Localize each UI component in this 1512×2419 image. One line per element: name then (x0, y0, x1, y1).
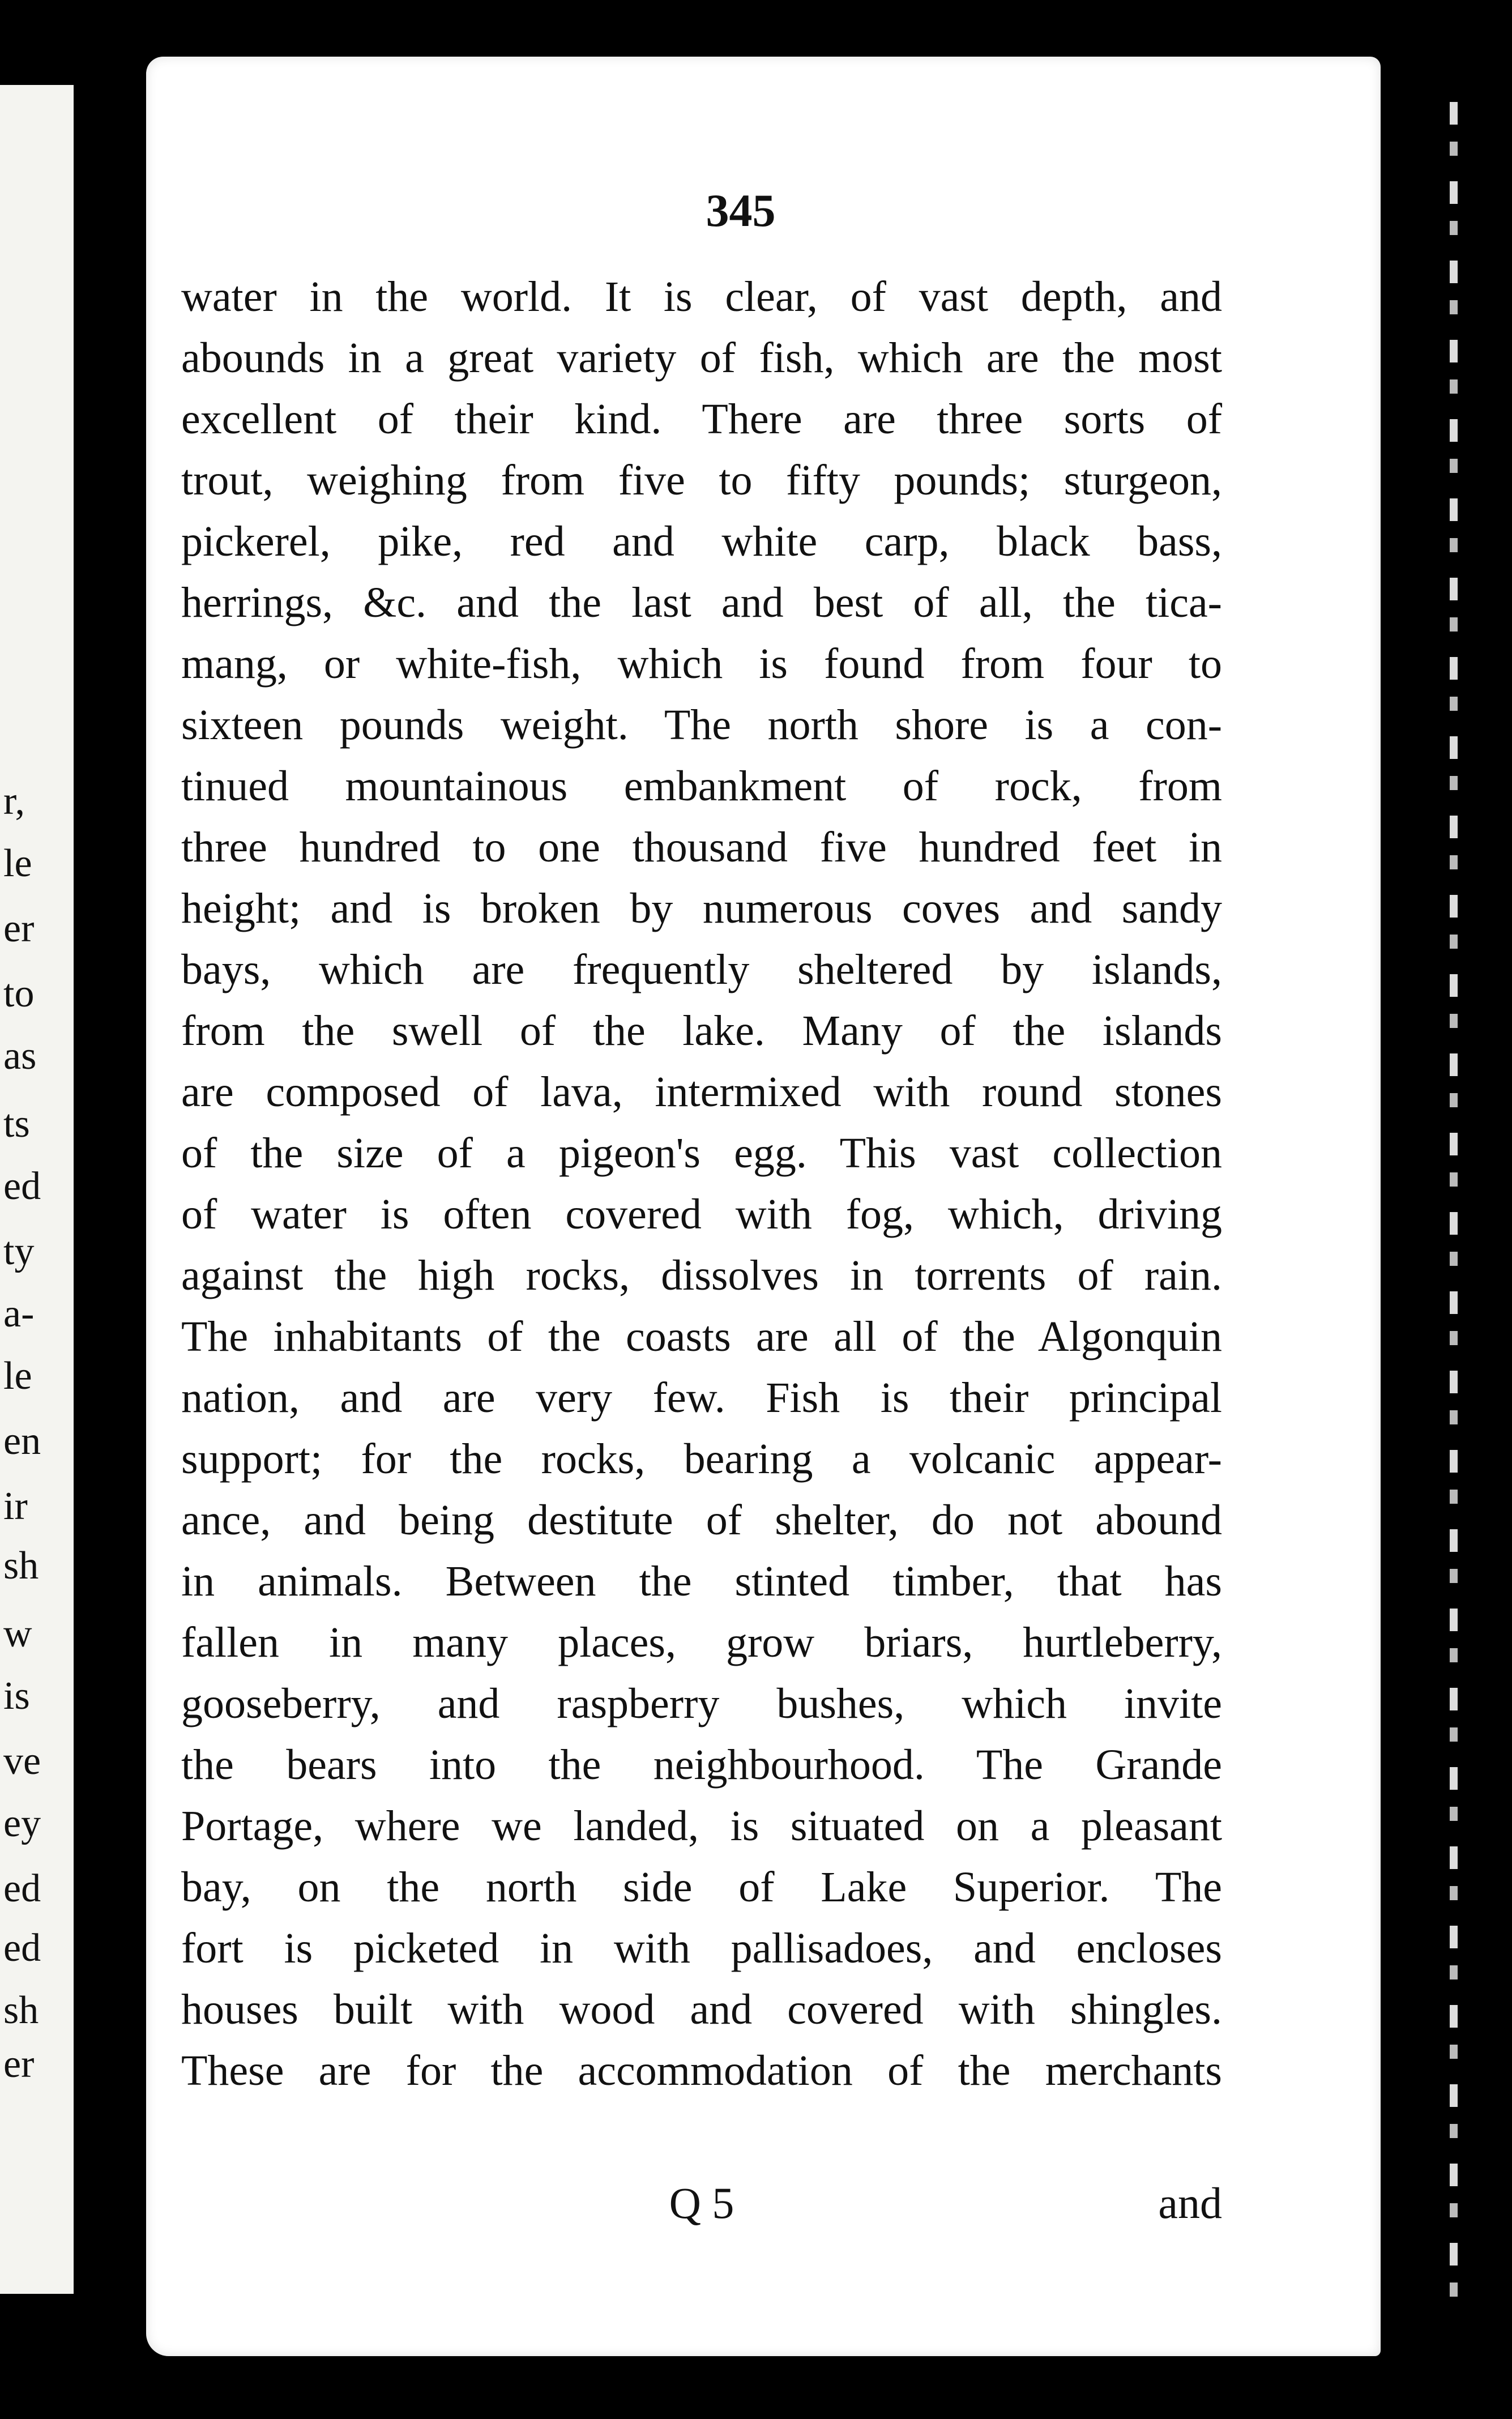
text-line: mang, or white-fish, which is found from four to (181, 640, 1222, 688)
text-line: fort is picketed in with pallisadoes, and encloses (181, 1925, 1222, 1972)
text-line: in animals. Between the stinted timber, that has (181, 1558, 1222, 1605)
facing-page-fragment: ts (3, 1102, 30, 1146)
facing-page-fragment: ey (3, 1802, 41, 1845)
text-line: nation, and are very few. Fish is their principal (181, 1374, 1222, 1422)
facing-page-fragment: ed (3, 1164, 41, 1208)
text-line: fallen in many places, grow briars, hurtleberry, (181, 1619, 1222, 1666)
text-line: These are for the accommodation of the merchants (181, 2047, 1222, 2094)
text-line: three hundred to one thousand five hundred feet in (181, 824, 1222, 871)
catchword: and (1158, 2178, 1222, 2228)
text-line: height; and is broken by numerous coves and sandy (181, 885, 1222, 932)
facing-page-fragment: en (3, 1419, 41, 1463)
text-line: trout, weighing from five to fifty pounds; sturgeon, (181, 457, 1222, 504)
text-line: from the swell of the lake. Many of the islands (181, 1007, 1222, 1055)
page-stack-edge (1450, 102, 1458, 2311)
text-line: houses built with wood and covered with shingles. (181, 1986, 1222, 2033)
facing-page-fragment: to (3, 972, 35, 1016)
facing-page-fragment: le (3, 842, 32, 885)
facing-page-fragment: le (3, 1354, 32, 1398)
facing-page-fragment: r, (3, 779, 25, 823)
text-line: gooseberry, and raspberry bushes, which invite (181, 1680, 1222, 1727)
text-line: Portage, where we landed, is situated on a pleasant (181, 1802, 1222, 1850)
facing-page-fragment: a- (3, 1292, 35, 1336)
text-line: sixteen pounds weight. The north shore is a con- (181, 701, 1222, 749)
text-line: ance, and being destitute of shelter, do not abound (181, 1496, 1222, 1544)
text-line: water in the world. It is clear, of vast depth, and (181, 273, 1222, 321)
facing-page-fragment: ed (3, 1926, 41, 1970)
facing-page-fragment: is (3, 1674, 30, 1718)
facing-page-fragment: w (3, 1612, 32, 1656)
facing-page-fragment: er (3, 2042, 35, 2086)
facing-page-fragment: er (3, 907, 35, 950)
text-line: abounds in a great variety of fish, which are the most (181, 334, 1222, 382)
facing-page-fragment: sh (3, 1989, 39, 2032)
text-line: support; for the rocks, bearing a volcanic appear- (181, 1435, 1222, 1483)
page-footer (181, 2178, 1222, 2234)
facing-page-fragment: ve (3, 1739, 41, 1783)
text-line: The inhabitants of the coasts are all of the Algonquin (181, 1313, 1222, 1360)
text-line: tinued mountainous embankment of rock, from (181, 762, 1222, 810)
text-line: the bears into the neighbourhood. The Grande (181, 1741, 1222, 1789)
facing-page-fragment: ir (3, 1484, 28, 1528)
text-line: excellent of their kind. There are three sorts of (181, 395, 1222, 443)
text-line: bay, on the north side of Lake Superior. The (181, 1863, 1222, 1911)
text-line: are composed of lava, intermixed with round stones (181, 1068, 1222, 1116)
facing-page-fragment: sh (3, 1544, 39, 1588)
text-line: pickerel, pike, red and white carp, black bass, (181, 518, 1222, 565)
facing-page-edge (0, 85, 74, 2294)
book-page (146, 57, 1381, 2356)
facing-page-fragment: as (3, 1034, 37, 1078)
facing-page-fragment: ty (3, 1230, 35, 1273)
text-line: bays, which are frequently sheltered by islands, (181, 946, 1222, 993)
signature-mark: Q 5 (669, 2178, 734, 2228)
text-line: of water is often covered with fog, which, driving (181, 1191, 1222, 1238)
text-line: herrings, &c. and the last and best of all, the tica- (181, 579, 1222, 626)
text-line: of the size of a pigeon's egg. This vast collection (181, 1129, 1222, 1177)
page-body-text (181, 266, 1222, 2101)
facing-page-fragment: ed (3, 1867, 41, 1910)
text-line: against the high rocks, dissolves in torrents of rain. (181, 1252, 1222, 1299)
page-number: 345 (706, 185, 776, 236)
